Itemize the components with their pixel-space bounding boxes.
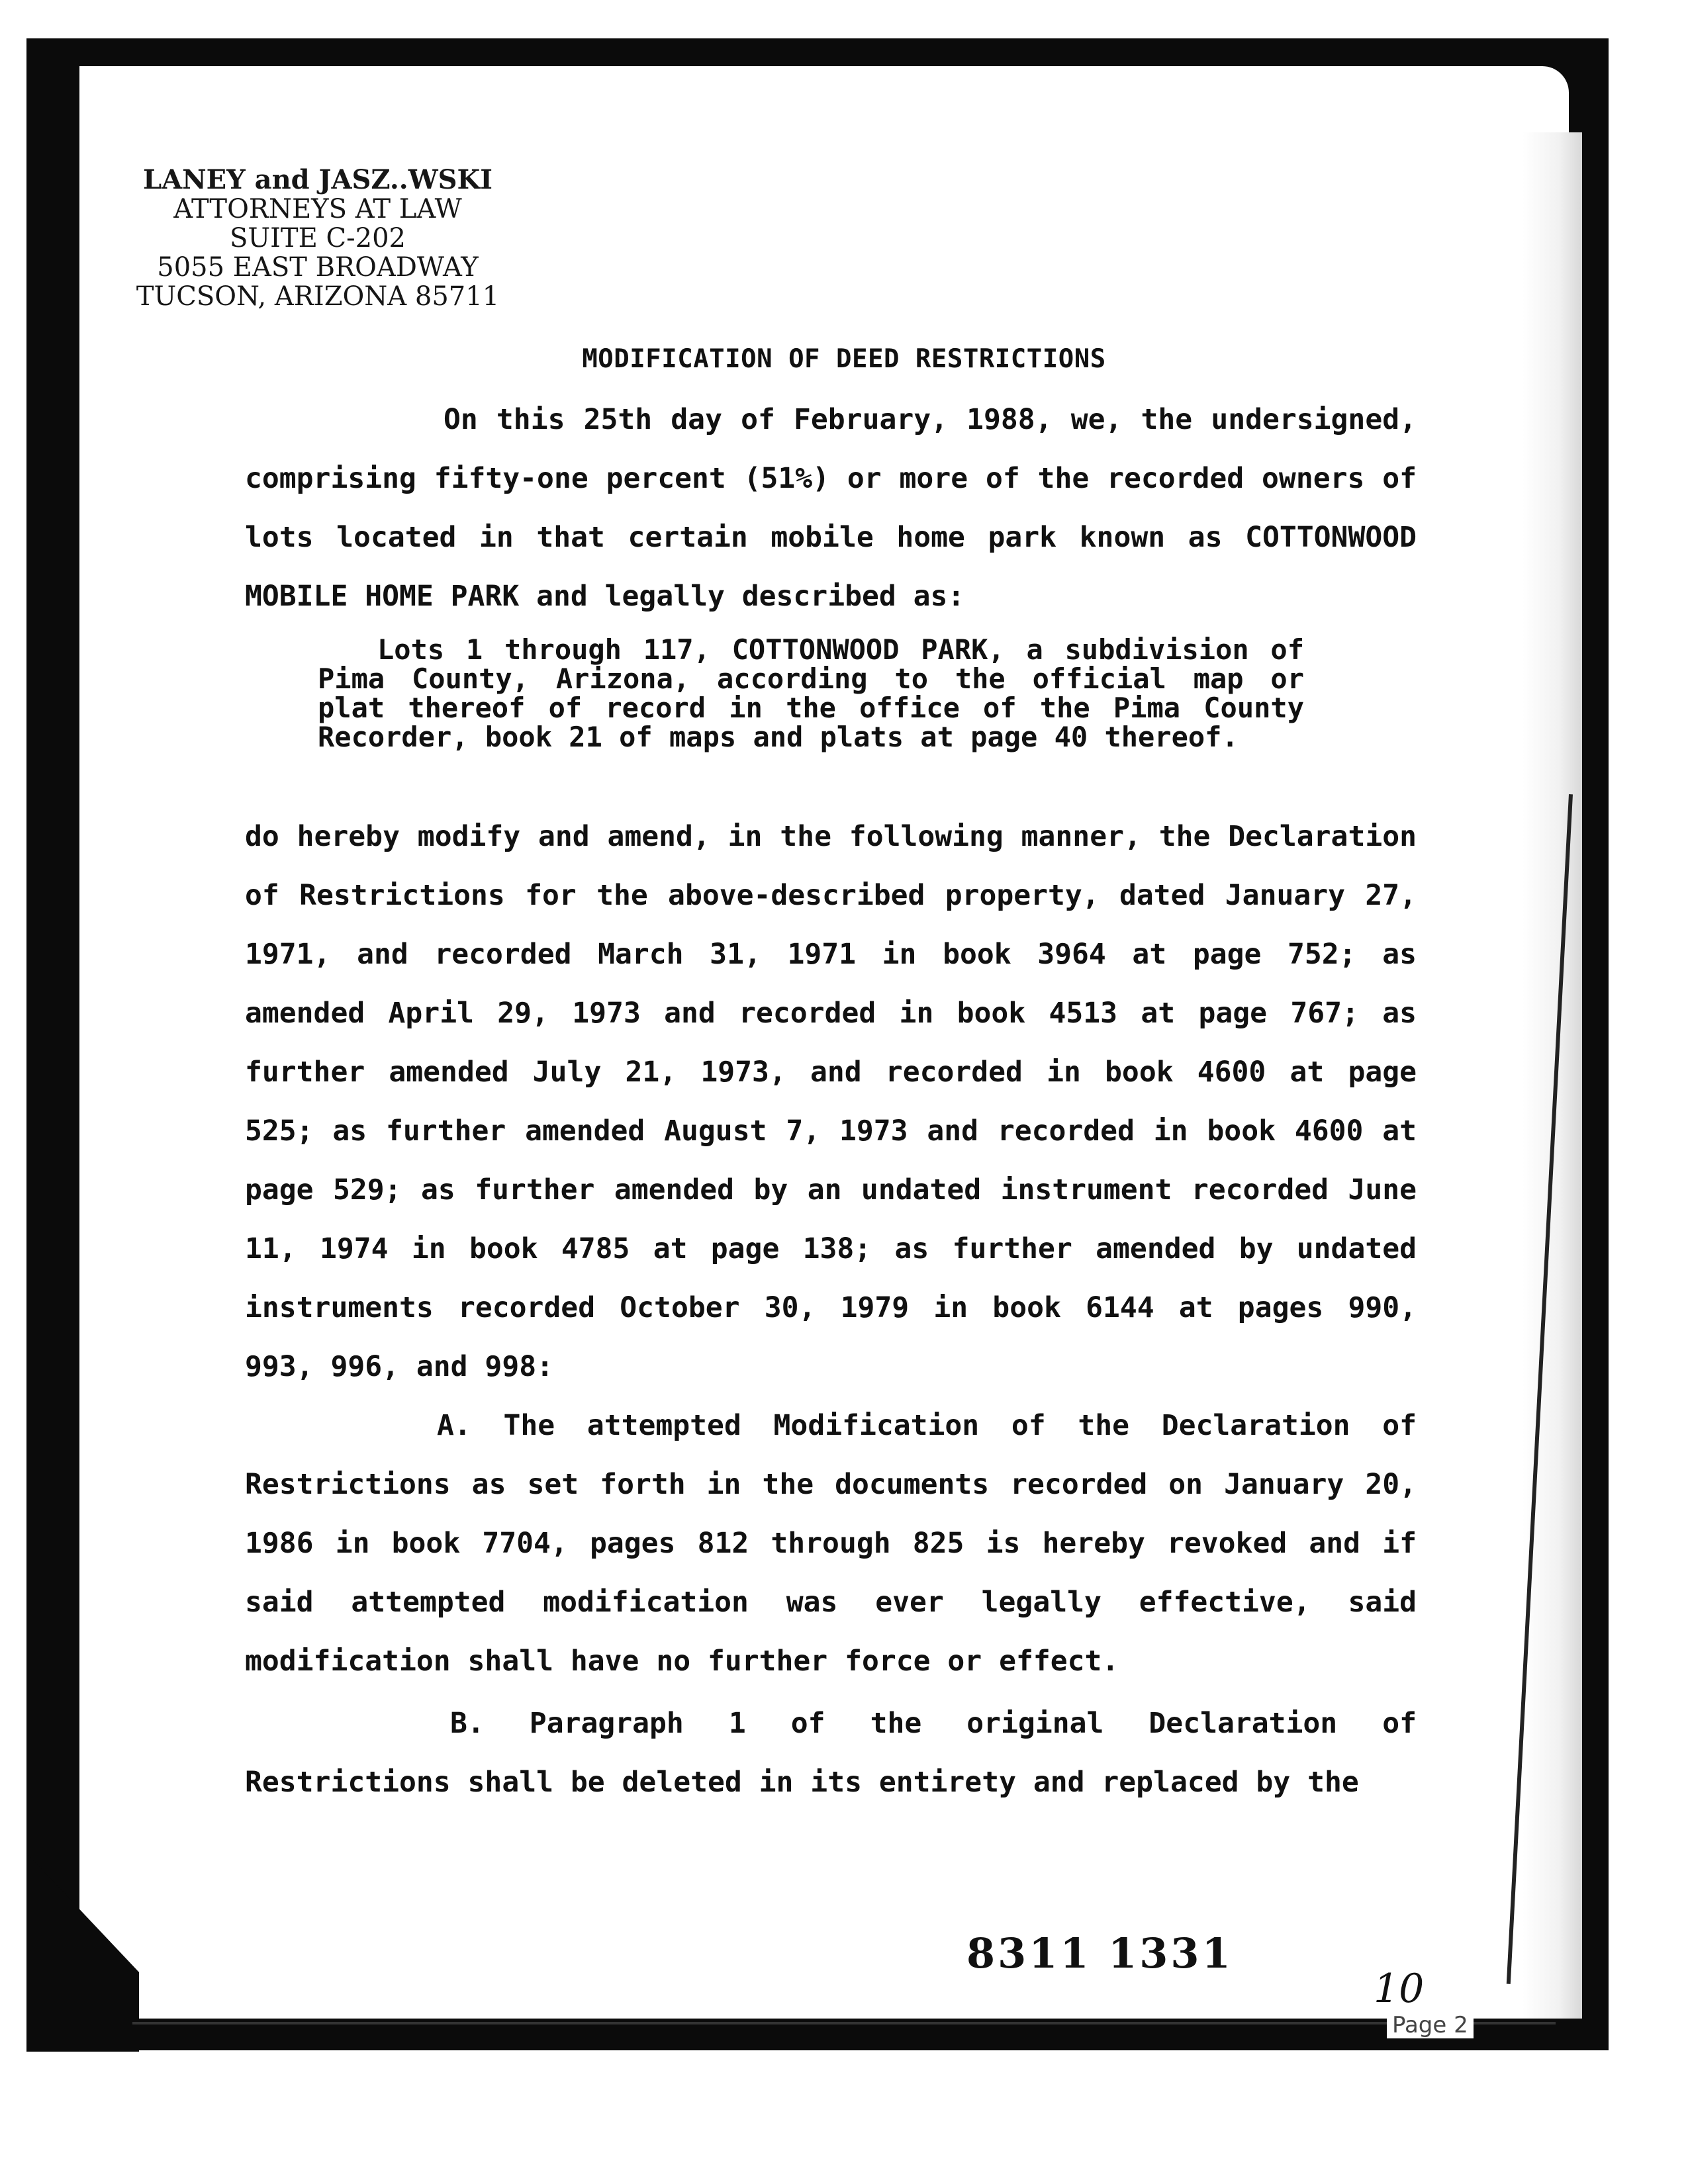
paragraph-amendment: do hereby modify and amend, in the following manner, the Declaration of Restrictions for the above-described property, dated January 27, 1971, and recorded March 31, 1971 in book 3964 at page 752; as amended April 29, 1973 and recorded in book 4513 at page 767; as further amended July 21, 1973, and recorded in book 4600 at page 525; as further amended August 7, 1973 and recorded in book 4600 at page 529; as further amended by an undated instrument recorded June 11, 1974 in book 4785 at page 138; as further amended by undated instruments recorded October 30, 1979 in book 6144 at pages 990, 993, 996, and 998: <box>245 820 1417 1383</box>
bottom-edge <box>132 2022 1556 2025</box>
paragraph-intro: On this 25th day of February, 1988, we, the undersigned, comprising fifty-one percent (51%) or more of the recorded owners of lots located in that certain mobile home park known as COTTONWOOD MOBILE HOME PARK and legally described as: <box>245 403 1417 613</box>
law-firm-stamp <box>119 165 516 311</box>
firm-line-suite: SUITE C-202 <box>230 223 406 253</box>
document-title: MODIFICATION OF DEED RESTRICTIONS <box>582 344 1106 374</box>
firm-name: LANEY and JASZ..WSKI <box>142 164 493 195</box>
recording-book-page: 8311 1331 <box>966 1929 1233 1978</box>
legal-description: Lots 1 through 117, COTTONWOOD PARK, a subdivision of Pima County, Arizona, according to the official map or plat thereof of record in the office of the Pima County Recorder, book 21 of maps and plats at page 40 thereof. <box>318 633 1304 753</box>
paper-edge-shadow <box>1523 132 1582 2019</box>
firm-line-city: TUCSON, ARIZONA 85711 <box>136 281 500 312</box>
page-label: Page 2 <box>1387 2012 1474 2038</box>
handwritten-page-mark: 10 <box>1374 1966 1425 2012</box>
firm-line-street: 5055 EAST BROADWAY <box>157 252 479 283</box>
paragraph-item-a: A. The attempted Modification of the Declaration of Restrictions as set forth in the documents recorded on January 20, 1986 in book 7704, pages 812 through 825 is hereby revoked and if said attempted modification was ever legally effective, said modification shall have no further force or effect. <box>245 1409 1417 1678</box>
paragraph-item-b: B. Paragraph 1 of the original Declaration of Restrictions shall be deleted in its entirety and replaced by the <box>245 1707 1417 1799</box>
firm-line-attorneys: ATTORNEYS AT LAW <box>173 194 462 224</box>
